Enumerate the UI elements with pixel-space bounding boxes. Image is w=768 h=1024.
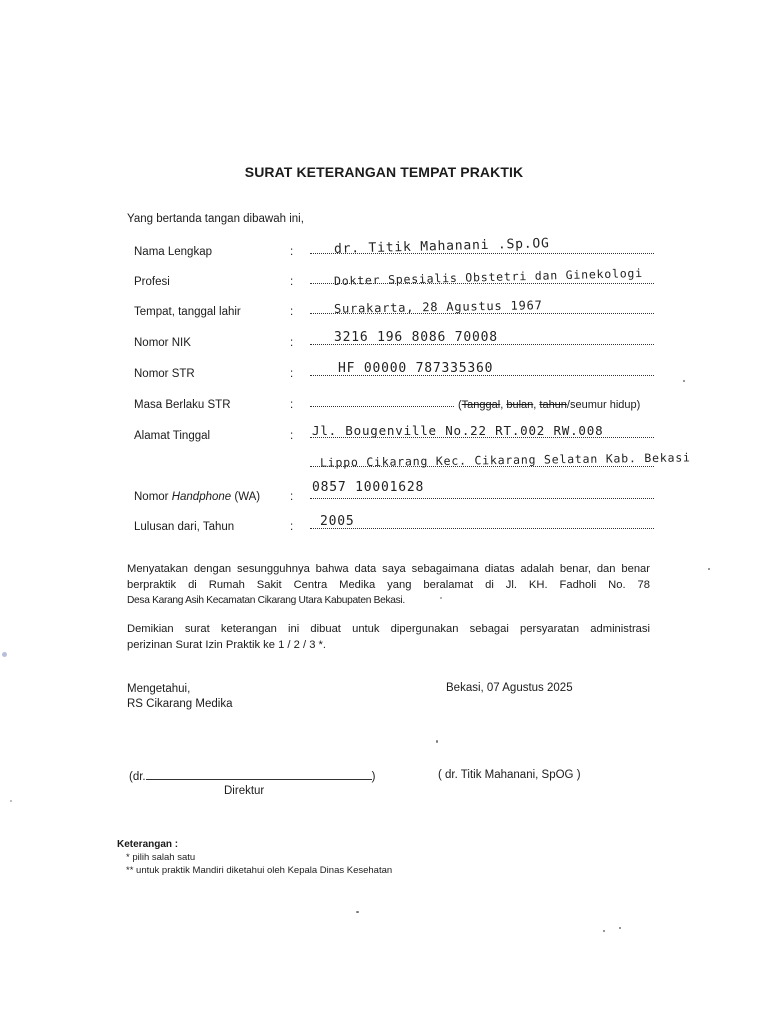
intro-text: Yang bertanda tangan dibawah ini, (127, 213, 304, 225)
field-nomor-str (134, 354, 654, 380)
field-nomor-nik (134, 323, 654, 349)
label-suffix: (WA) (231, 491, 261, 503)
field-colon: : (290, 306, 294, 318)
option-tahun: tahun (539, 399, 567, 411)
director-role: Direktur (224, 785, 265, 797)
field-label: Alamat Tinggal (134, 430, 211, 442)
field-label (134, 491, 260, 503)
speck (2, 652, 7, 657)
notes-section (117, 838, 392, 877)
dotted-line (310, 406, 454, 407)
field-value-handwritten: 3216 196 8086 70008 (334, 330, 498, 345)
field-colon: : (290, 430, 294, 442)
field-value-handwritten: 2005 (320, 514, 355, 529)
left-signature-block (127, 682, 232, 712)
field-lulusan-tahun (134, 507, 654, 533)
field-value-handwritten: Jl. Bougenville No.22 RT.002 RW.008 (312, 423, 604, 438)
statement-paragraph (127, 561, 650, 609)
field-colon: : (290, 368, 294, 380)
speck (683, 380, 685, 382)
separator: , (500, 399, 507, 411)
dotted-line (310, 528, 654, 529)
field-colon: : (290, 246, 294, 258)
paren-close: ) (371, 771, 376, 783)
field-value-handwritten: HF 00000 787335360 (338, 361, 494, 376)
field-label: Tempat, tanggal lahir (134, 306, 241, 318)
closing-paragraph (127, 621, 650, 653)
field-value-handwritten: dr. Titik Mahanani .Sp.OG (333, 236, 550, 257)
option-bulan: bulan (506, 399, 534, 411)
speck (436, 740, 438, 743)
place-date: Bekasi, 07 Agustus 2025 (446, 682, 573, 694)
field-tempat-tanggal-lahir (134, 292, 654, 318)
field-nomor-handphone (134, 477, 654, 503)
masa-berlaku-options (458, 399, 640, 411)
field-label: Nomor NIK (134, 337, 191, 349)
option-tanggal: Tanggal (461, 399, 501, 411)
field-colon: : (290, 399, 294, 411)
doctor-name: ( dr. Titik Mahanani, SpOG ) (438, 769, 581, 781)
field-label: Masa Berlaku STR (134, 399, 231, 411)
field-alamat-tinggal (134, 416, 654, 442)
closing-text-last: perizinan Surat Izin Praktik ke 1 / 2 / 3 *. (127, 639, 326, 651)
paren-open: (dr. (129, 771, 146, 783)
field-label: Nama Lengkap (134, 246, 212, 258)
speck (708, 568, 710, 570)
statement-text-last: Desa Karang Asih Kecamatan Cikarang Utara Kabupaten Bekasi. (127, 595, 405, 606)
label-italic: Handphone (171, 491, 232, 503)
field-label: Nomor STR (134, 368, 195, 380)
hospital-name: RS Cikarang Medika (127, 698, 233, 710)
field-colon: : (290, 491, 294, 503)
speck (619, 927, 621, 929)
statement-text: Menyatakan dengan sesungguhnya bahwa data saya sebagaimana diatas adalah benar, dan benar berpraktik di Rumah Sakit Centra Medika yang beralamat di Jl. KH. Fadholi No. 78 (127, 563, 650, 591)
field-masa-berlaku-str (134, 385, 654, 411)
field-alamat-tinggal-line2 (134, 445, 691, 471)
closing-text: Demikian surat keterangan ini dibuat untuk dipergunakan sebagai persyaratan administrasi (127, 623, 650, 635)
director-signature-line (129, 769, 375, 783)
note-item: * pilih salah satu (126, 852, 196, 863)
field-colon: : (290, 276, 294, 288)
field-colon: : (290, 337, 294, 349)
field-profesi (134, 262, 654, 288)
field-value-handwritten: 0857 10001628 (312, 480, 425, 495)
signature-blank (146, 769, 372, 780)
field-label: Profesi (134, 276, 170, 288)
field-value-handwritten: Dokter Spesialis Obstetri dan Ginekologi (333, 265, 644, 289)
speck (440, 597, 442, 599)
separator: , (533, 399, 540, 411)
field-value-handwritten: Surakarta, 28 Agustus 1967 (333, 298, 543, 316)
notes-title: Keterangan : (117, 839, 179, 850)
document-title: SURAT KETERANGAN TEMPAT PRAKTIK (244, 164, 524, 180)
speck (10, 800, 12, 802)
speck (603, 930, 605, 932)
field-label: Lulusan dari, Tahun (134, 521, 235, 533)
note-item: ** untuk praktik Mandiri diketahui oleh Kepala Dinas Kesehatan (126, 865, 393, 876)
field-colon: : (290, 521, 294, 533)
option-seumur-hidup: /seumur hidup) (566, 399, 641, 411)
label-prefix: Nomor (134, 491, 172, 503)
paren-open: ( (458, 399, 462, 411)
acknowledged-label: Mengetahui, (127, 683, 191, 695)
dotted-line (310, 498, 654, 499)
field-nama-lengkap (134, 232, 654, 258)
field-value-handwritten: Lippo Cikarang Kec. Cikarang Selatan Kab. Bekasi (319, 450, 691, 470)
speck (356, 911, 359, 913)
